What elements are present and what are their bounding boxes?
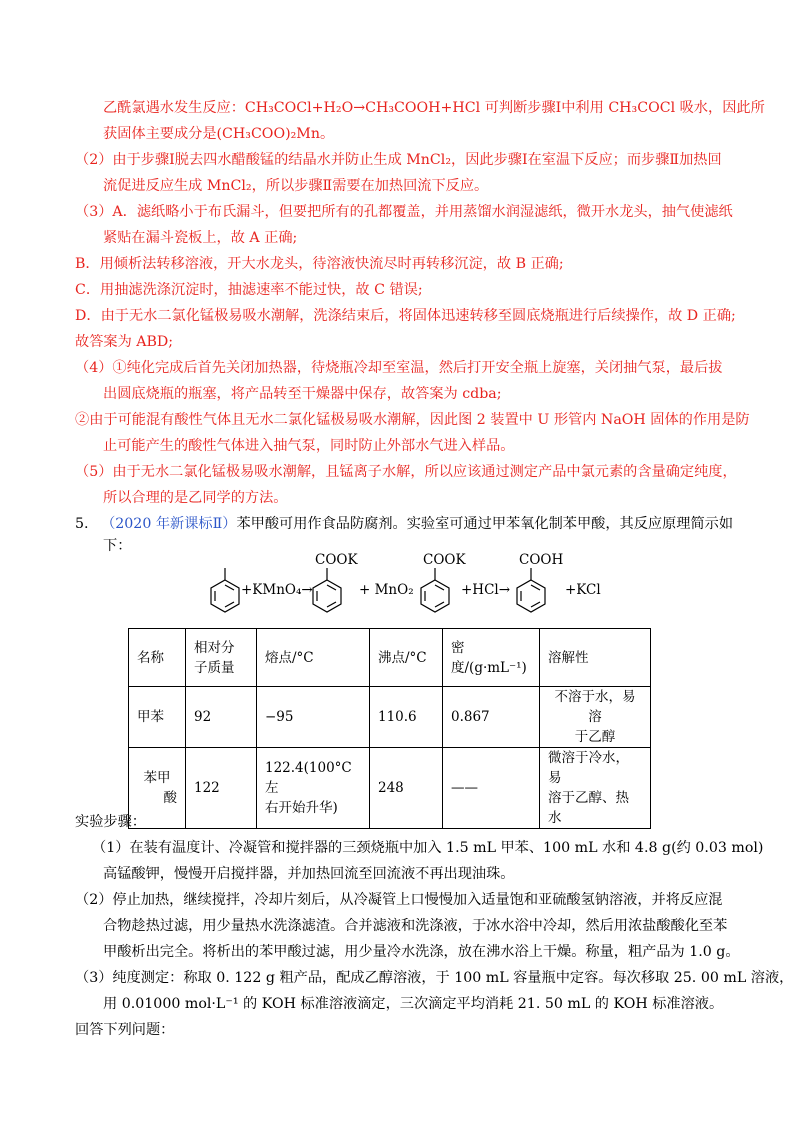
answer-line: （4）①纯化完成后首先关闭加热器，待烧瓶冷却至室温，然后打开安全瓶上旋塞，关闭抽气泵，最后拔	[75, 360, 723, 376]
step-line: （3）纯度测定：称取 0. 122 g 粗产品，配成乙醇溶液，于 100 mL 容量瓶中定容。每次移取 25. 00 mL 溶液，	[75, 970, 794, 986]
step-line: 合物趁热过滤，用少量热水洗涤滤渣。合并滤液和洗涤液，于冰水浴中冷却，然后用浓盐酸酸化至苯	[103, 918, 728, 934]
benzoate-structure-1	[313, 568, 341, 612]
header-line: 子质量	[194, 659, 235, 676]
question-stem-cont: 下：	[103, 538, 132, 554]
answer-line: D．由于无水二氯化锰极易吸水潮解，洗涤结束后，将固体迅速转移至圆底烧瓶进行后续操作，故 D 正确;	[75, 308, 736, 324]
cell-line: 酸	[163, 790, 177, 806]
answer-line: 出圆底烧瓶的瓶塞，将产品转至干燥器中保存，故答案为 cdba;	[103, 386, 502, 402]
table-row	[129, 748, 651, 829]
product-mno2: + MnO₂	[359, 582, 414, 598]
reagent-kmno4: +KMnO₄→	[241, 582, 313, 598]
answer-line: 故答案为 ABD;	[75, 334, 174, 350]
table-cell: 248	[370, 748, 443, 829]
table-cell: 92	[186, 687, 257, 748]
question-stem: 苯甲酸可用作食品防腐剂。实验室可通过甲苯氧化制苯甲酸，其反应原理简示如	[236, 516, 734, 532]
answer-line: C．用抽滤洗涤沉淀时，抽滤速率不能过快，故 C 错误;	[75, 282, 423, 298]
answer-line: 止可能产生的酸性气体进入抽气泵，同时防止外部水气进入样品。	[103, 438, 515, 454]
table-cell: 110.6	[370, 687, 443, 748]
step-line: 用 0.01000 mol·L⁻¹ 的 KOH 标准溶液滴定，三次滴定平均消耗 21. 50 mL 的 KOH 标准溶液。	[103, 996, 724, 1012]
answer-line: （5）由于无水二氯化锰极易吸水潮解，且锰离子水解，所以应该通过测定产品中氯元素的含量确定纯度，	[75, 464, 737, 480]
benzoate-structure-2	[421, 568, 449, 612]
answer-line: ②由于可能混有酸性气体且无水二氯化锰极易吸水潮解，因此图 2 装置中 U 形管内 NaOH 固体的作用是防	[75, 412, 750, 428]
cell-line: 右开始升华)	[265, 800, 338, 816]
step-line: （2）停止加热，继续搅拌，冷却片刻后，从冷凝管上口慢慢加入适量饱和亚硫酸氢钠溶液，并将反应混	[75, 892, 723, 908]
cook-label: COOK	[315, 552, 358, 568]
reagent-hcl: +HCl→	[461, 582, 511, 598]
table-cell: 122	[186, 748, 257, 829]
question-source: （2020 年新课标Ⅱ）	[101, 516, 237, 532]
table-cell	[257, 748, 370, 829]
step-line: 高锰酸钾，慢慢开启搅拌器，并加热回流至回流液不再出现油珠。	[103, 866, 515, 882]
answer-line: 流促进反应生成 MnCl₂，所以步骤Ⅱ需要在加热回流下反应。	[103, 178, 489, 194]
cell-line: 溶于乙醇、热水	[548, 790, 629, 826]
table-cell: 甲苯	[129, 687, 186, 748]
answer-line: 所以合理的是乙同学的方法。	[103, 490, 288, 506]
cell-line: 不溶于水，易溶	[554, 689, 636, 725]
table-header: 名称	[129, 629, 186, 687]
question-number: 5.	[75, 516, 89, 532]
answer-prompt: 回答下列问题：	[75, 1022, 175, 1038]
answer-line: （3）A．滤纸略小于布氏漏斗，但要把所有的孔都覆盖，并用蒸馏水润湿滤纸，微开水龙头，抽气使滤纸	[75, 204, 733, 220]
toluene-structure	[211, 568, 239, 612]
cell-line: 微溶于冷水，易	[548, 750, 629, 786]
cook-label: COOK	[423, 552, 466, 568]
table-header	[186, 629, 257, 687]
properties-table	[128, 628, 651, 829]
cell-line: 于乙醇	[574, 729, 616, 745]
table-header: 沸点/°C	[370, 629, 443, 687]
table-header: 密度/(g·mL⁻¹)	[443, 629, 540, 687]
table-header-row	[129, 629, 651, 687]
table-header: 熔点/°C	[257, 629, 370, 687]
table-row	[129, 687, 651, 748]
answer-line: （2）由于步骤Ⅰ脱去四水醋酸锰的结晶水并防止生成 MnCl₂，因此步骤Ⅰ在室温下反应；而步骤Ⅱ加热回	[75, 152, 722, 168]
answer-line: 乙酰氯遇水发生反应：CH₃COCl+H₂O→CH₃COOH+HCl 可判断步骤Ⅰ中利用 CH₃COCl 吸水，因此所	[103, 100, 765, 116]
cell-line: 苯甲	[143, 770, 171, 786]
table-cell: ——	[443, 748, 540, 829]
table-cell	[540, 748, 651, 829]
benzoic-acid-structure	[517, 568, 545, 612]
table-header: 溶解性	[540, 629, 651, 687]
question-header	[75, 514, 733, 534]
table-cell: 0.867	[443, 687, 540, 748]
reaction-scheme	[175, 548, 625, 628]
answer-line: B．用倾析法转移溶液，开大水龙头，待溶液快流尽时再转移沉淀，故 B 正确;	[75, 256, 564, 272]
answer-line: 紧贴在漏斗瓷板上，故 A 正确;	[103, 230, 298, 246]
step-line: （1）在装有温度计、冷凝管和搅拌器的三颈烧瓶中加入 1.5 mL 甲苯、100 mL 水和 4.8 g(约 0.03 mol)	[92, 840, 764, 856]
product-kcl: +KCl	[565, 582, 601, 598]
step-line: 甲酸析出完全。将析出的苯甲酸过滤，用少量冷水洗涤，放在沸水浴上干燥。称量，粗产品为 1.0 g。	[103, 944, 740, 960]
answer-line: 获固体主要成分是(CH₃COO)₂Mn。	[103, 126, 335, 142]
cooh-label: COOH	[519, 552, 564, 568]
table-cell: −95	[257, 687, 370, 748]
cell-line: 122.4(100°C左	[265, 760, 352, 796]
steps-title: 实验步骤：	[75, 814, 146, 830]
table-cell	[540, 687, 651, 748]
header-line: 相对分	[194, 639, 235, 656]
